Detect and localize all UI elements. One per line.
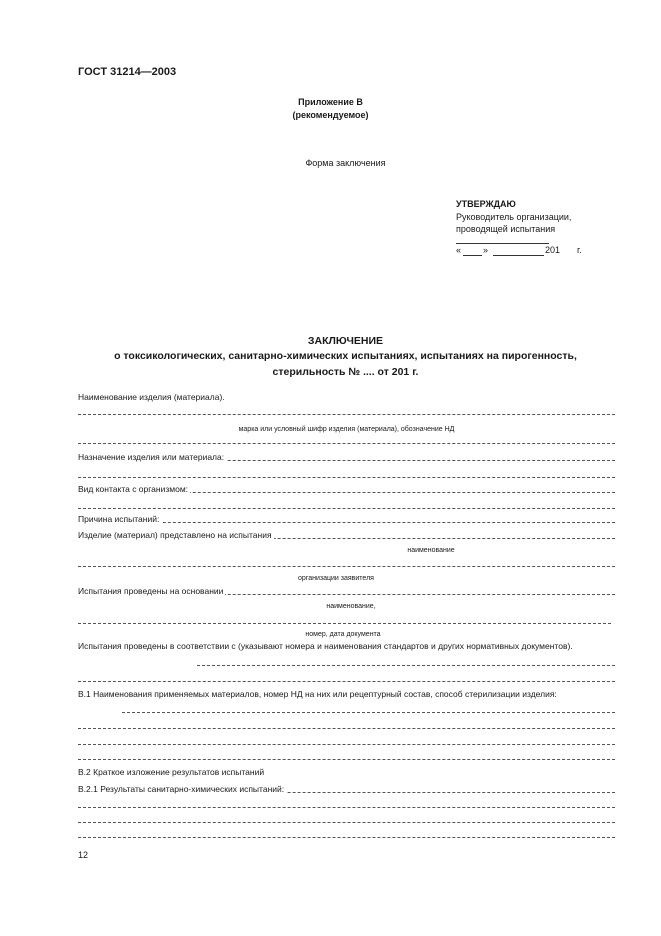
accordance-label: Испытания проведены в соответствии с (указывают номера и наименования стандартов и других нормативных документов). — [78, 641, 573, 651]
applicant-caption: организации заявителя — [298, 575, 374, 582]
contact-label: Вид контакта с организмом: — [78, 484, 189, 494]
document-line — [78, 623, 611, 624]
submitted-caption: наименование — [407, 547, 455, 554]
standard-header: ГОСТ 31214—2003 — [78, 66, 177, 78]
approval-date-year: 201 — [545, 245, 561, 255]
annex-subtitle: (рекомендуемое) — [292, 110, 369, 120]
approval-month-line — [493, 255, 544, 256]
approval-date-year-suffix: г. — [577, 245, 582, 255]
conclusion-subtitle-2: стерильность № .... от 201 г. — [272, 366, 419, 378]
b1-line-1 — [122, 712, 615, 713]
approval-line-1: Руководитель организации, — [456, 212, 572, 222]
reason-label: Причина испытаний: — [78, 514, 160, 524]
b21-line-4 — [78, 837, 615, 838]
product-name-line — [78, 414, 615, 415]
form-title: Форма заключения — [305, 158, 386, 168]
annex-title: Приложение В — [298, 97, 363, 107]
approval-date-open-quote: « — [456, 245, 462, 255]
approval-day-line — [463, 255, 482, 256]
approval-date-close-quote: » — [483, 245, 489, 255]
contact-extra-line — [78, 508, 615, 509]
document-caption: номер, дата документа — [305, 631, 381, 638]
section-b2-title: В.2 Краткое изложение результатов испытаний — [78, 767, 265, 777]
product-name-caption: марка или условный шифр изделия (материала), обозначение НД — [238, 426, 455, 433]
b21-line-2 — [78, 807, 615, 808]
purpose-label: Назначение изделия или материала: — [78, 452, 225, 462]
b1-line-4 — [78, 759, 615, 760]
purpose-extra-line — [78, 477, 615, 478]
approval-signature-line — [456, 243, 549, 244]
b21-line-3 — [78, 822, 615, 823]
accordance-line — [197, 665, 615, 666]
approval-title: УТВЕРЖДАЮ — [456, 199, 516, 209]
product-name-label: Наименование изделия (материала). — [78, 392, 225, 402]
section-b1-text — [78, 686, 615, 703]
approval-line-2: проводящей испытания — [456, 224, 556, 234]
page-number: 12 — [78, 850, 89, 860]
basis-caption: наименование, — [326, 603, 376, 610]
b1-line-3 — [78, 744, 615, 745]
conclusion-title: ЗАКЛЮЧЕНИЕ — [307, 335, 384, 347]
section-b1-label: В.1 Наименования применяемых материалов, номер НД на них или рецептурный состав, способ стерилизации изделия: — [78, 689, 557, 699]
conclusion-subtitle-1: о токсикологических, санитарно-химических испытаниях, испытаниях на пирогенность, — [114, 350, 577, 362]
accordance-extra-line — [78, 681, 615, 682]
b1-line-2 — [78, 728, 615, 729]
basis-label: Испытания проведены на основании — [78, 586, 224, 596]
product-extra-line — [78, 443, 615, 444]
applicant-line — [78, 566, 615, 567]
section-b21-label: В.2.1 Результаты санитарно-химических испытаний: — [78, 784, 285, 794]
accordance-text — [78, 638, 615, 655]
submitted-label: Изделие (материал) представлено на испытания — [78, 530, 272, 540]
